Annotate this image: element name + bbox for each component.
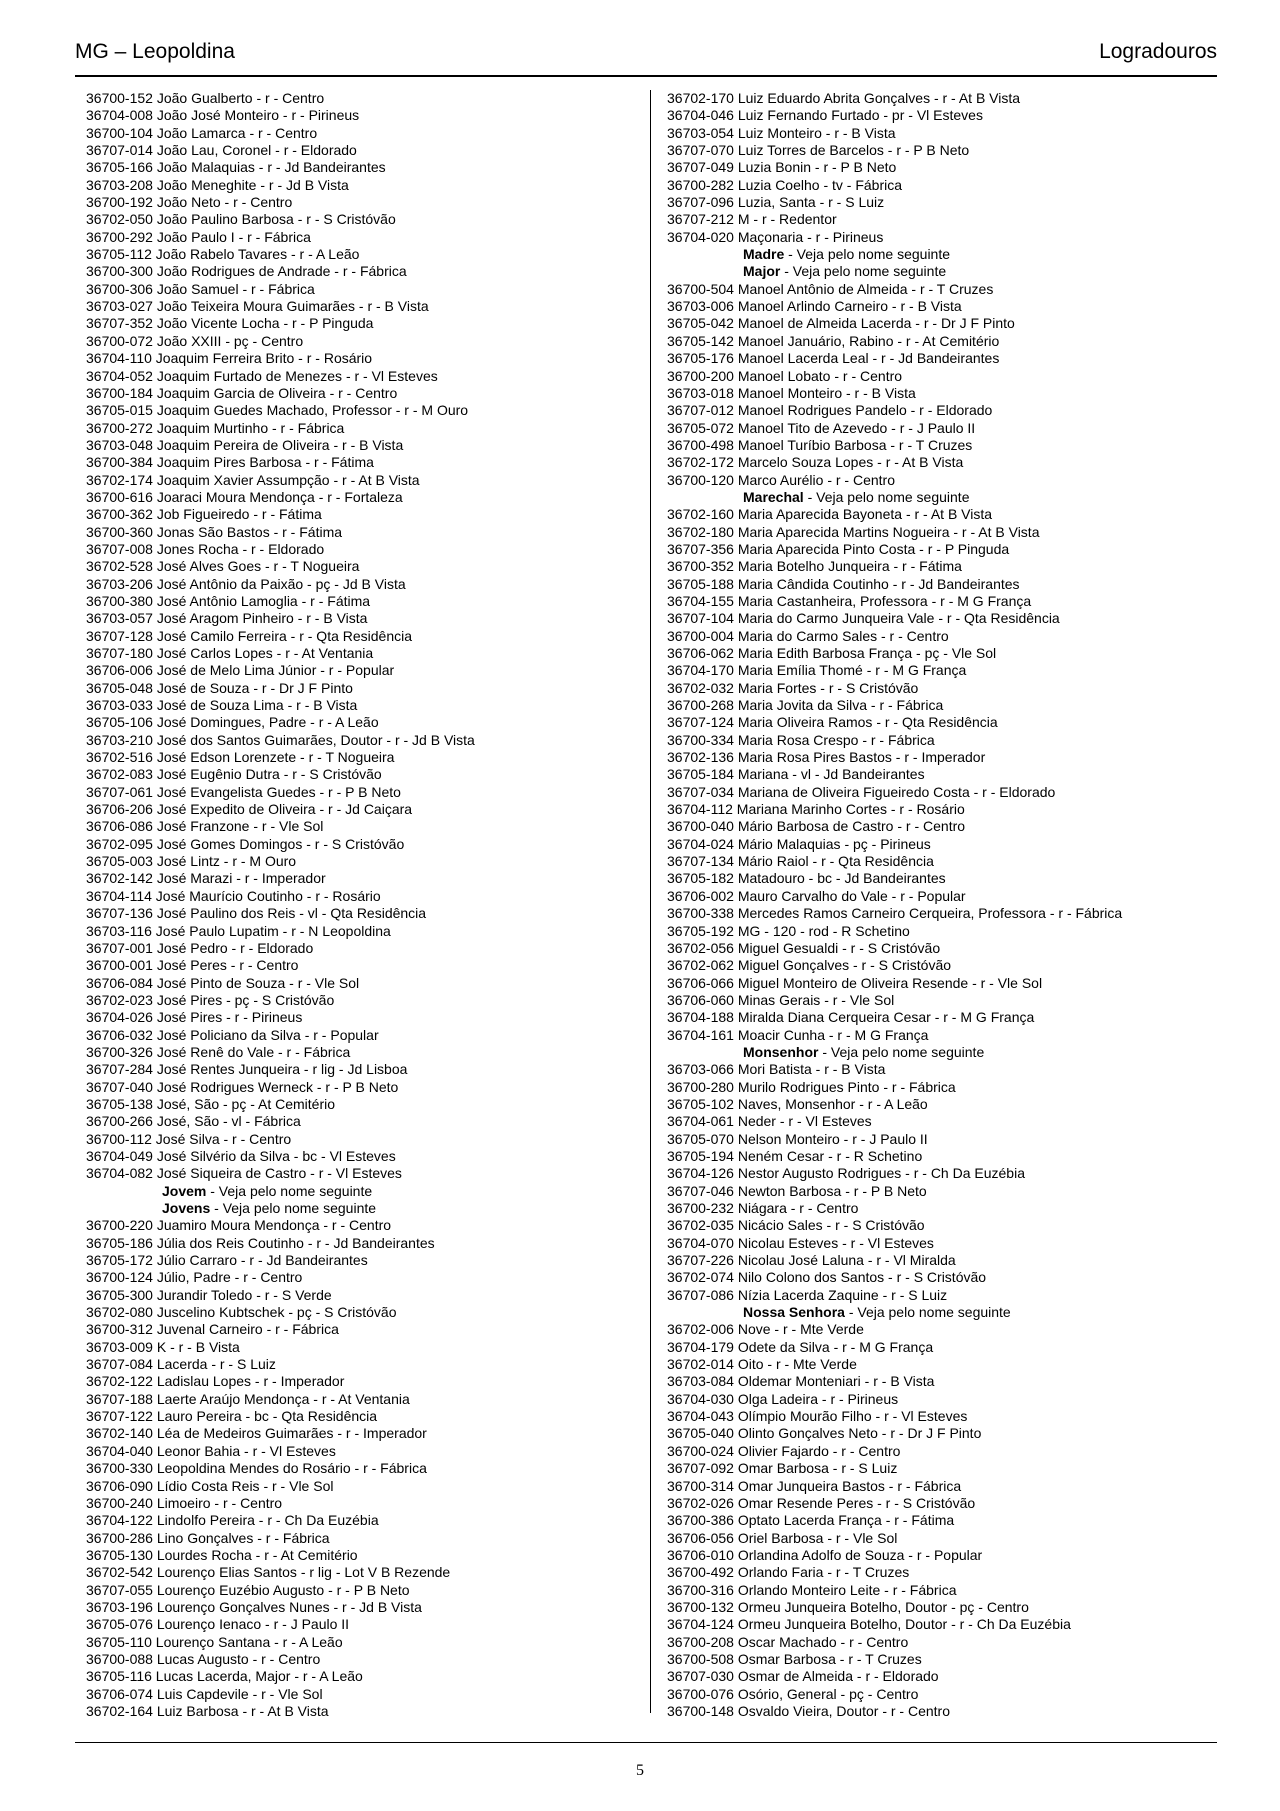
street-entry: 36704-114 José Maurício Coutinho - r - Rosário xyxy=(86,887,381,904)
street-entry: 36702-164 Luiz Barbosa - r - At B Vista xyxy=(86,1702,329,1719)
street-entry: 36700-192 João Neto - r - Centro xyxy=(86,194,293,211)
street-entry: 36700-272 Joaquim Murtinho - r - Fábrica xyxy=(86,419,345,436)
street-entry: 36700-152 João Gualberto - r - Centro xyxy=(86,90,325,106)
street-entry: 36700-088 Lucas Augusto - r - Centro xyxy=(86,1650,321,1667)
street-entry: 36702-026 Omar Resende Peres - r - S Cristóvão xyxy=(667,1494,976,1511)
street-entry: 36704-122 Lindolfo Pereira - r - Ch Da Euzébia xyxy=(86,1512,379,1529)
street-entry: 36703-210 José dos Santos Guimarães, Doutor - r - Jd B Vista xyxy=(86,731,475,748)
street-entry: 36702-542 Lourenço Elias Santos - r lig - Lot V B Rezende xyxy=(86,1564,451,1581)
street-entry: 36700-104 João Lamarca - r - Centro xyxy=(86,124,318,141)
street-entry: 36702-074 Nilo Colono dos Santos - r - S Cristóvão xyxy=(667,1269,987,1286)
street-entry: 36705-182 Matadouro - bc - Jd Bandeirantes xyxy=(667,870,946,887)
cross-reference-entry xyxy=(667,246,1122,263)
street-entry: 36707-092 Omar Barbosa - r - S Luiz xyxy=(667,1460,898,1477)
cross-reference-note: - Veja pelo nome seguinte xyxy=(803,488,970,505)
cross-reference-title: Marechal xyxy=(743,488,804,505)
street-entry: 36704-161 Moacir Cunha - r - M G França xyxy=(667,1026,929,1043)
cross-reference-note: - Veja pelo nome seguinte xyxy=(780,263,947,280)
street-entry: 36700-306 João Samuel - r - Fábrica xyxy=(86,280,315,297)
street-entry: 36703-018 Manoel Monteiro - r - B Vista xyxy=(667,384,916,401)
cross-reference-title: Monsenhor xyxy=(743,1043,819,1060)
street-entry: 36700-232 Niágara - r - Centro xyxy=(667,1200,859,1216)
street-entry: 36700-072 João XXIII - pç - Centro xyxy=(86,332,304,349)
street-entry: 36705-106 José Domingues, Padre - r - A Leão xyxy=(86,714,379,731)
street-entry: 36705-300 Jurandir Toledo - r - S Verde xyxy=(86,1286,332,1303)
street-entry: 36707-212 M - r - Redentor xyxy=(667,211,837,228)
street-entry: 36704-052 Joaquim Furtado de Menezes - r - Vl Esteves xyxy=(86,367,438,384)
street-entry: 36706-002 Mauro Carvalho do Vale - r - Popular xyxy=(667,887,966,904)
street-entry: 36700-498 Manoel Turíbio Barbosa - r - T Cruzes xyxy=(667,436,973,453)
street-entry: 36707-034 Mariana de Oliveira Figueiredo Costa - r - Eldorado xyxy=(667,783,1056,800)
street-entry: 36705-112 João Rabelo Tavares - r - A Leão xyxy=(86,246,360,263)
street-entry: 36706-060 Minas Gerais - r - Vle Sol xyxy=(667,991,895,1008)
street-entry: 36702-528 José Alves Goes - r - T Nogueira xyxy=(86,558,360,575)
street-entry: 36700-380 José Antônio Lamoglia - r - Fátima xyxy=(86,592,371,609)
street-entry: 36700-040 Mário Barbosa de Castro - r - Centro xyxy=(667,818,966,835)
street-entry: 36700-504 Manoel Antônio de Almeida - r - T Cruzes xyxy=(667,280,994,297)
street-entry: 36703-006 Manoel Arlindo Carneiro - r - B Vista xyxy=(667,298,962,315)
street-entry: 36707-352 João Vicente Locha - r - P Pinguda xyxy=(86,315,374,332)
street-entry: 36705-116 Lucas Lacerda, Major - r - A Leão xyxy=(86,1668,363,1685)
street-entry: 36704-043 Olímpio Mourão Filho - r - Vl Esteves xyxy=(667,1408,968,1425)
street-entry: 36702-062 Miguel Gonçalves - r - S Cristóvão xyxy=(667,957,952,974)
street-entry: 36707-084 Lacerda - r - S Luiz xyxy=(86,1356,276,1373)
street-entry: 36700-300 João Rodrigues de Andrade - r - Fábrica xyxy=(86,263,407,280)
street-entry: 36706-010 Orlandina Adolfo de Souza - r - Popular xyxy=(667,1546,983,1563)
cross-reference-title: Madre xyxy=(743,246,785,263)
street-entry: 36700-184 Joaquim Garcia de Oliveira - r - Centro xyxy=(86,384,398,401)
street-entry: 36702-172 Marcelo Souza Lopes - r - At B Vista xyxy=(667,454,964,471)
street-entry: 36703-196 Lourenço Gonçalves Nunes - r - Jd B Vista xyxy=(86,1598,422,1615)
street-entry: 36702-136 Maria Rosa Pires Bastos - r - Imperador xyxy=(667,749,986,766)
street-entry: 36700-312 Juvenal Carneiro - r - Fábrica xyxy=(86,1321,339,1338)
street-entry: 36707-008 Jones Rocha - r - Eldorado xyxy=(86,540,325,557)
street-entry: 36707-104 Maria do Carmo Junqueira Vale - r - Qta Residência xyxy=(667,610,1060,627)
street-entry: 36707-086 Nízia Lacerda Zaquine - r - S Luiz xyxy=(667,1286,948,1303)
street-entry: 36707-136 José Paulino dos Reis - vl - Qta Residência xyxy=(86,905,427,922)
street-entry: 36703-054 Luiz Monteiro - r - B Vista xyxy=(667,124,896,141)
street-entry: 36704-155 Maria Castanheira, Professora - r - M G França xyxy=(667,592,1032,609)
cross-reference-entry xyxy=(86,1200,475,1217)
cross-reference-note: - Veja pelo nome seguinte xyxy=(844,1304,1011,1321)
street-entry: 36706-206 José Expedito de Oliveira - r - Jd Caiçara xyxy=(86,801,413,818)
street-entry: 36700-352 Maria Botelho Junqueira - r - Fátima xyxy=(667,558,962,575)
street-entry: 36700-492 Orlando Faria - r - T Cruzes xyxy=(667,1564,910,1581)
street-entry: 36706-062 Maria Edith Barbosa França - pç - Vle Sol xyxy=(667,645,997,661)
cross-reference-title: Major xyxy=(743,263,781,280)
street-entry: 36707-012 Manoel Rodrigues Pandelo - r - Eldorado xyxy=(667,402,993,419)
street-entry: 36700-268 Maria Jovita da Silva - r - Fábrica xyxy=(667,697,944,714)
street-entry: 36705-042 Manoel de Almeida Lacerda - r - Dr J F Pinto xyxy=(667,315,1015,332)
street-entry: 36707-188 Laerte Araújo Mendonça - r - At Ventania xyxy=(86,1390,410,1407)
street-entry: 36707-061 José Evangelista Guedes - r - P B Neto xyxy=(86,783,401,800)
street-entry: 36707-001 José Pedro - r - Eldorado xyxy=(86,939,314,956)
street-entry: 36700-360 Jonas São Bastos - r - Fátima xyxy=(86,523,343,540)
street-entry: 36700-208 Oscar Machado - r - Centro xyxy=(667,1633,909,1650)
header-state-city: MG – Leopoldina xyxy=(75,40,235,63)
street-entry: 36706-084 José Pinto de Souza - r - Vle Sol xyxy=(86,974,360,991)
street-entry: 36700-508 Osmar Barbosa - r - T Cruzes xyxy=(667,1650,922,1667)
cross-reference-title: Nossa Senhora xyxy=(743,1304,845,1321)
street-entry: 36706-066 Miguel Monteiro de Oliveira Resende - r - Vle Sol xyxy=(667,974,1043,991)
street-entry: 36704-170 Maria Emília Thomé - r - M G França xyxy=(667,662,967,679)
street-entry: 36705-003 José Lintz - r - M Ouro xyxy=(86,853,297,870)
street-entry: 36700-200 Manoel Lobato - r - Centro xyxy=(667,367,903,384)
street-entry: 36707-124 Maria Oliveira Ramos - r - Qta Residência xyxy=(667,714,998,731)
street-entry: 36704-030 Olga Ladeira - r - Pirineus xyxy=(667,1390,899,1407)
street-entry: 36705-194 Neném Cesar - r - R Schetino xyxy=(667,1147,923,1164)
street-entry: 36705-188 Maria Cândida Coutinho - r - Jd Bandeirantes xyxy=(667,575,1020,592)
street-entry: 36702-174 Joaquim Xavier Assumpção - r - At B Vista xyxy=(86,471,420,488)
street-entry: 36704-126 Nestor Augusto Rodrigues - r - Ch Da Euzébia xyxy=(667,1165,1025,1182)
street-entry: 36700-282 Luzia Coelho - tv - Fábrica xyxy=(667,176,903,193)
street-entry: 36704-070 Nicolau Esteves - r - Vl Esteves xyxy=(667,1234,934,1251)
street-entry: 36705-130 Lourdes Rocha - r - At Cemitério xyxy=(86,1546,358,1563)
street-entry: 36705-192 MG - 120 - rod - R Schetino xyxy=(667,922,910,939)
street-entry: 36702-056 Miguel Gesualdi - r - S Cristóvão xyxy=(667,939,941,956)
street-entry: 36704-026 José Pires - r - Pirineus xyxy=(86,1009,303,1026)
street-entry: 36702-032 Maria Fortes - r - S Cristóvão xyxy=(667,679,919,696)
street-entry: 36707-284 José Rentes Junqueira - r lig - Jd Lisboa xyxy=(86,1061,408,1078)
street-entry: 36705-076 Lourenço Ienaco - r - J Paulo II xyxy=(86,1616,350,1633)
street-entry: 36706-086 José Franzone - r - Vle Sol xyxy=(86,818,324,835)
street-entry: 36700-292 João Paulo I - r - Fábrica xyxy=(86,228,311,245)
street-entry: 36700-001 José Peres - r - Centro xyxy=(86,957,299,974)
street-entry: 36704-112 Mariana Marinho Cortes - r - Rosário xyxy=(667,801,965,818)
street-entry: 36706-032 José Policiano da Silva - r - Popular xyxy=(86,1026,379,1043)
street-entry: 36700-148 Osvaldo Vieira, Doutor - r - Centro xyxy=(667,1702,950,1719)
cross-reference-note: - Veja pelo nome seguinte xyxy=(818,1043,985,1060)
header-section-title: Logradouros xyxy=(1099,40,1217,63)
street-entry: 36702-122 Ladislau Lopes - r - Imperador xyxy=(86,1373,345,1390)
street-entry: 36707-049 Luzia Bonin - r - P B Neto xyxy=(667,159,897,176)
street-entry: 36704-049 José Silvério da Silva - bc - Vl Esteves xyxy=(86,1147,396,1164)
street-entry: 36703-116 José Paulo Lupatim - r - N Leopoldina xyxy=(86,922,391,939)
street-entry: 36704-008 João José Monteiro - r - Pirineus xyxy=(86,107,360,124)
street-entry: 36703-206 José Antônio da Paixão - pç - Jd B Vista xyxy=(86,575,406,592)
street-entry: 36705-138 José, São - pç - At Cemitério xyxy=(86,1095,336,1112)
street-entry: 36705-070 Nelson Monteiro - r - J Paulo II xyxy=(667,1130,928,1147)
street-entry: 36707-014 João Lau, Coronel - r - Eldorado xyxy=(86,142,357,159)
cross-reference-title: Jovens xyxy=(162,1200,211,1216)
street-entry: 36700-316 Orlando Monteiro Leite - r - Fábrica xyxy=(667,1581,957,1598)
street-entry: 36700-384 Joaquim Pires Barbosa - r - Fátima xyxy=(86,454,374,471)
street-entry: 36702-095 José Gomes Domingos - r - S Cristóvão xyxy=(86,835,405,852)
street-entry: 36705-176 Manoel Lacerda Leal - r - Jd Bandeirantes xyxy=(667,350,1000,367)
street-entry: 36707-030 Osmar de Almeida - r - Eldorado xyxy=(667,1668,939,1685)
street-entry: 36704-020 Maçonaria - r - Pirineus xyxy=(667,228,884,245)
street-entry: 36700-120 Marco Aurélio - r - Centro xyxy=(667,471,895,488)
street-entry: 36707-055 Lourenço Euzébio Augusto - r - P B Neto xyxy=(86,1581,410,1598)
street-entry: 36707-226 Nicolau José Laluna - r - Vl Miralda xyxy=(667,1252,956,1269)
street-entry: 36702-023 José Pires - pç - S Cristóvão xyxy=(86,991,335,1008)
cross-reference-entry xyxy=(667,263,1122,280)
street-entry: 36706-056 Oriel Barbosa - r - Vle Sol xyxy=(667,1529,898,1546)
street-entry: 36700-132 Ormeu Junqueira Botelho, Doutor - pç - Centro xyxy=(667,1598,1029,1615)
street-entry: 36707-040 José Rodrigues Werneck - r - P B Neto xyxy=(86,1078,399,1095)
street-entry: 36700-314 Omar Junqueira Bastos - r - Fábrica xyxy=(667,1477,962,1494)
street-entry: 36705-110 Lourenço Santana - r - A Leão xyxy=(86,1633,343,1650)
street-entry: 36700-004 Maria do Carmo Sales - r - Centro xyxy=(667,627,949,644)
cross-reference-entry xyxy=(86,1183,475,1200)
street-entry: 36703-084 Oldemar Monteniari - r - B Vista xyxy=(667,1373,935,1390)
page-header xyxy=(75,38,1217,70)
street-entry: 36702-516 José Edson Lorenzete - r - T Nogueira xyxy=(86,749,395,766)
street-entry: 36707-096 Luzia, Santa - r - S Luiz xyxy=(667,194,885,211)
street-entry: 36700-220 Juamiro Moura Mendonça - r - Centro xyxy=(86,1217,392,1234)
street-entry: 36702-083 José Eugênio Dutra - r - S Cristóvão xyxy=(86,766,382,783)
street-entry: 36707-356 Maria Aparecida Pinto Costa - r - P Pinguda xyxy=(667,540,1010,557)
street-entry: 36703-048 Joaquim Pereira de Oliveira - r - B Vista xyxy=(86,436,404,453)
street-entry: 36700-386 Optato Lacerda França - r - Fátima xyxy=(667,1512,955,1529)
street-entry: 36702-140 Léa de Medeiros Guimarães - r - Imperador xyxy=(86,1425,427,1442)
street-entry: 36704-110 Joaquim Ferreira Brito - r - Rosário xyxy=(86,350,373,367)
street-entry: 36705-102 Naves, Monsenhor - r - A Leão xyxy=(667,1095,928,1112)
street-entry: 36703-027 João Teixeira Moura Guimarães - r - B Vista xyxy=(86,298,429,315)
street-entry: 36707-070 Luiz Torres de Barcelos - r - P B Neto xyxy=(667,142,970,159)
street-entry: 36702-080 Juscelino Kubtschek - pç - S Cristóvão xyxy=(86,1304,397,1321)
street-entry: 36702-014 Oito - r - Mte Verde xyxy=(667,1356,857,1373)
header-rule xyxy=(75,75,1217,77)
street-entry: 36705-184 Mariana - vl - Jd Bandeirantes xyxy=(667,766,925,783)
street-entry: 36700-112 José Silva - r - Centro xyxy=(86,1130,292,1147)
cross-reference-title: Jovem xyxy=(162,1182,207,1199)
street-entry: 36700-362 Job Figueiredo - r - Fátima xyxy=(86,506,322,523)
street-entry: 36703-208 João Meneghite - r - Jd B Vista xyxy=(86,176,349,193)
street-entry: 36707-122 Lauro Pereira - bc - Qta Residência xyxy=(86,1408,378,1425)
street-entry: 36704-124 Ormeu Junqueira Botelho, Doutor - r - Ch Da Euzébia xyxy=(667,1616,1071,1633)
street-entry: 36702-035 Nicácio Sales - r - S Cristóvão xyxy=(667,1217,925,1234)
cross-reference-note: - Veja pelo nome seguinte xyxy=(206,1182,373,1199)
page-number: 5 xyxy=(636,1762,644,1779)
street-entry: 36700-280 Murilo Rodrigues Pinto - r - Fábrica xyxy=(667,1078,956,1095)
street-entry: 36706-074 Luis Capdevile - r - Vle Sol xyxy=(86,1685,323,1702)
street-entry: 36700-266 José, São - vl - Fábrica xyxy=(86,1113,301,1130)
column-divider xyxy=(650,90,651,1713)
street-entry: 36705-015 Joaquim Guedes Machado, Professor - r - M Ouro xyxy=(86,402,469,419)
street-entry: 36702-050 João Paulino Barbosa - r - S Cristóvão xyxy=(86,211,396,228)
street-entry: 36703-009 K - r - B Vista xyxy=(86,1338,240,1355)
right-column xyxy=(667,90,1122,1720)
street-entry: 36702-006 Nove - r - Mte Verde xyxy=(667,1321,864,1338)
street-entry: 36705-166 João Malaquias - r - Jd Bandeirantes xyxy=(86,159,386,176)
street-entry: 36703-033 José de Souza Lima - r - B Vista xyxy=(86,697,358,714)
cross-reference-entry xyxy=(667,1304,1122,1321)
street-entry: 36700-240 Limoeiro - r - Centro xyxy=(86,1494,283,1511)
street-entry: 36705-186 Júlia dos Reis Coutinho - r - Jd Bandeirantes xyxy=(86,1234,435,1251)
street-entry: 36700-334 Maria Rosa Crespo - r - Fábrica xyxy=(667,731,935,748)
street-entry: 36700-330 Leopoldina Mendes do Rosário - r - Fábrica xyxy=(86,1460,427,1477)
street-entry: 36704-040 Leonor Bahia - r - Vl Esteves xyxy=(86,1442,336,1459)
street-entry: 36700-024 Olivier Fajardo - r - Centro xyxy=(667,1442,901,1459)
street-entry: 36700-338 Mercedes Ramos Carneiro Cerqueira, Professora - r - Fábrica xyxy=(667,905,1123,922)
street-entry: 36700-124 Júlio, Padre - r - Centro xyxy=(86,1269,303,1286)
street-entry: 36703-057 José Aragom Pinheiro - r - B Vista xyxy=(86,610,368,627)
street-entry: 36706-090 Lídio Costa Reis - r - Vle Sol xyxy=(86,1477,334,1494)
street-entry: 36704-179 Odete da Silva - r - M G França xyxy=(667,1338,934,1355)
street-entry: 36703-066 Mori Batista - r - B Vista xyxy=(667,1061,886,1078)
street-entry: 36704-024 Mário Malaquias - pç - Pirineus xyxy=(667,835,931,852)
cross-reference-note: - Veja pelo nome seguinte xyxy=(784,246,951,263)
street-entry: 36704-188 Miralda Diana Cerqueira Cesar - r - M G França xyxy=(667,1009,1035,1026)
street-entry: 36705-072 Manoel Tito de Azevedo - r - J Paulo II xyxy=(667,419,976,436)
street-entry: 36700-326 José Renê do Vale - r - Fábrica xyxy=(86,1043,351,1060)
cross-reference-entry xyxy=(667,1044,1122,1061)
left-column xyxy=(86,90,475,1720)
street-entry: 36702-142 José Marazi - r - Imperador xyxy=(86,870,326,887)
street-entry: 36707-046 Newton Barbosa - r - P B Neto xyxy=(667,1182,927,1199)
street-entry: 36705-048 José de Souza - r - Dr J F Pinto xyxy=(86,679,353,696)
street-entry: 36705-172 Júlio Carraro - r - Jd Bandeirantes xyxy=(86,1252,368,1269)
street-entry: 36707-128 José Camilo Ferreira - r - Qta Residência xyxy=(86,627,413,644)
street-entry: 36707-180 José Carlos Lopes - r - At Ventania xyxy=(86,645,374,661)
cross-reference-note: - Veja pelo nome seguinte xyxy=(210,1200,377,1216)
street-entry: 36702-160 Maria Aparecida Bayoneta - r - At B Vista xyxy=(667,506,993,523)
footer-rule xyxy=(75,1742,1217,1743)
street-entry: 36705-040 Olinto Gonçalves Neto - r - Dr J F Pinto xyxy=(667,1425,982,1442)
street-entry: 36700-286 Lino Gonçalves - r - Fábrica xyxy=(86,1529,330,1546)
street-entry: 36704-082 José Siqueira de Castro - r - Vl Esteves xyxy=(86,1165,402,1182)
street-entry: 36702-180 Maria Aparecida Martins Nogueira - r - At B Vista xyxy=(667,523,1040,540)
street-entry: 36707-134 Mário Raiol - r - Qta Residência xyxy=(667,853,934,870)
street-entry: 36700-616 Joaraci Moura Mendonça - r - Fortaleza xyxy=(86,488,403,505)
street-entry: 36700-076 Osório, General - pç - Centro xyxy=(667,1685,919,1702)
cross-reference-entry xyxy=(667,489,1122,506)
street-entry: 36704-046 Luiz Fernando Furtado - pr - Vl Esteves xyxy=(667,107,983,124)
street-entry: 36702-170 Luiz Eduardo Abrita Gonçalves - r - At B Vista xyxy=(667,90,1021,106)
street-entry: 36704-061 Neder - r - Vl Esteves xyxy=(667,1113,872,1130)
street-entry: 36705-142 Manoel Januário, Rabino - r - At Cemitério xyxy=(667,332,1000,349)
street-entry: 36706-006 José de Melo Lima Júnior - r - Popular xyxy=(86,662,395,679)
